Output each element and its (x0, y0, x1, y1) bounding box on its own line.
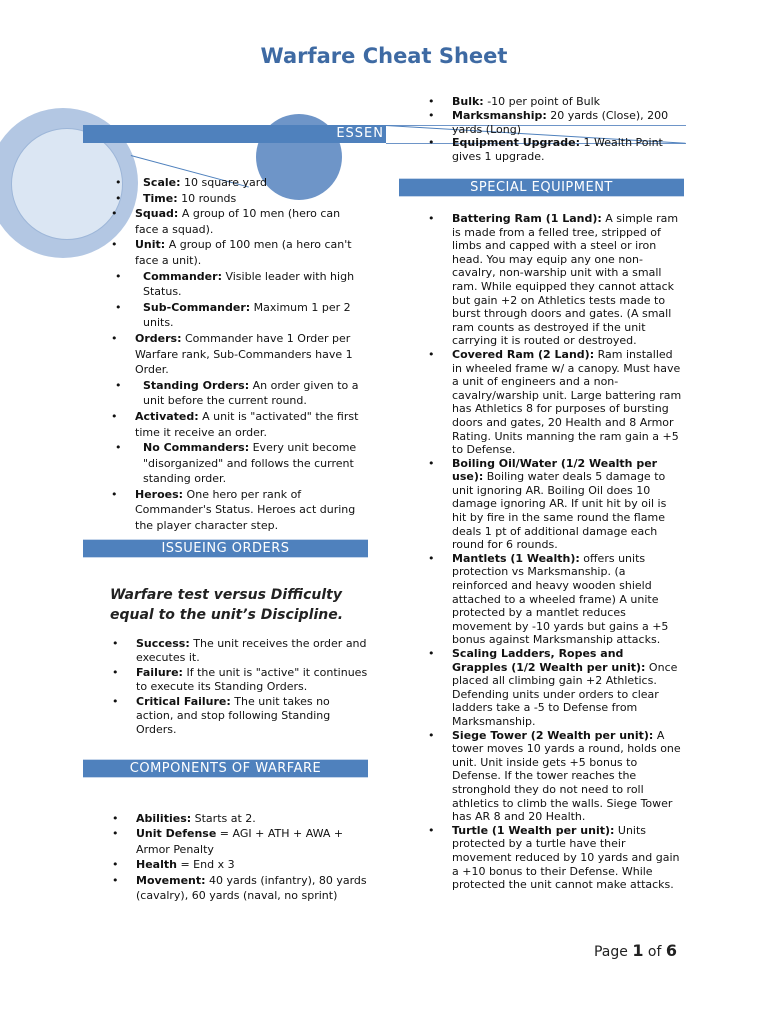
list-item: • Bulk: -10 per point of Bulk (452, 95, 688, 109)
section-components-header: COMPONENTS OF WARFARE (83, 759, 368, 778)
special-equipment-list (452, 212, 682, 892)
list-item: • Siege Tower (2 Wealth per unit): A tower moves 10 yards a round, holds one unit. Unit inside gets +5 bonus to Defense. If the tower reaches the stronghold they do not need to roll athletics to climb the walls. Siege Tower has AR 8 and 20 Health. (452, 729, 682, 824)
list-item: • Mantlets (1 Wealth): offers units protection vs Marksmanship. (a reinforced and heavy wooden shield attached to a wheeled frame) A unite protected by a mantlet reduces movement by -10 yards but gains a +5 bonus against Marksmanship attacks. (452, 552, 682, 647)
decor-circle-inner (11, 128, 123, 240)
list-item: • Health = End x 3 (136, 857, 368, 872)
list-item: • Abilities: Starts at 2. (136, 811, 368, 826)
list-item: • Equipment Upgrade: 1 Wealth Point gives 1 upgrade. (452, 136, 688, 164)
page-number: Page 1 of 6 (593, 941, 677, 960)
list-item: • Turtle (1 Wealth per unit): Units protected by a turtle have their movement reduced by 10 yards and gain a +10 bonus to their Defense. While protected the unit cannot make attacks. (452, 824, 682, 892)
list-item: • Squad: A group of 10 men (hero can face a squad). (135, 206, 367, 237)
issuing-note: Warfare test versus Difficulty equal to the unit’s Discipline. (110, 587, 344, 623)
essentials-list (135, 175, 367, 534)
page-title: Warfare Cheat Sheet (260, 44, 508, 68)
list-item: • Standing Orders: An order given to a unit before the current round. (143, 378, 367, 409)
list-item: • Scaling Ladders, Ropes and Grapples (1/2 Wealth per unit): Once placed all climbing gain +2 Athletics. Defending units under orders to clear ladders take a -5 to Defense from Marksmanship. (452, 647, 682, 729)
issuing-orders-list (136, 637, 368, 736)
list-item: • Covered Ram (2 Land): Ram installed in wheeled frame w/ a canopy. Must have a unit of engineers and a non-cavalry/warship unit. Large battering ram has Athletics 8 for purposes of bursting doors and gates, 20 Health and 8 Armor Rating. Units manning the ram gain a +5 to Defense. (452, 348, 682, 457)
section-essentials-label: ESSEN (336, 126, 384, 141)
list-item: • Commander: Visible leader with high Status. (143, 269, 367, 300)
section-special-equipment-header: SPECIAL EQUIPMENT (399, 178, 684, 197)
list-item: • Unit Defense = AGI + ATH + AWA + Armor Penalty (136, 826, 368, 857)
list-item: • Boiling Oil/Water (1/2 Wealth per use): Boiling water deals 5 damage to unit ignoring AR. Boiling Oil does 10 damage ignoring AR. If unit hit by oil is hit by fire in the same round the flame deals 1 pt of additional damage each round for 6 rounds. (452, 457, 682, 552)
list-item: • Success: The unit receives the order and executes it. (136, 637, 368, 664)
section-issuing-orders-header: ISSUEING ORDERS (83, 539, 368, 558)
list-item: • Critical Failure: The unit takes no action, and stop following Standing Orders. (136, 695, 368, 736)
list-item: • Unit: A group of 100 men (a hero can't face a unit). (135, 237, 367, 268)
list-item: • Failure: If the unit is "active" it continues to execute its Standing Orders. (136, 666, 368, 693)
list-item: • Battering Ram (1 Land): A simple ram is made from a felled tree, stripped of limbs and capped with a steel or iron head. You may equip any one non-cavalry, non-warship unit with a small ram. While equipped they cannot attack but gain +2 on Athletics tests made to burst through doors and gates. (A small ram counts as destroyed if the unit carrying it is routed or destroyed. (452, 212, 682, 348)
list-item: • Activated: A unit is "activated" the first time it receive an order. (135, 409, 367, 440)
list-item: • Marksmanship: 20 yards (Close), 200 yards (Long) (452, 109, 688, 137)
list-item: • Sub-Commander: Maximum 1 per 2 units. (143, 300, 367, 331)
components-list (136, 811, 368, 903)
list-item: • Time: 10 rounds (143, 191, 367, 207)
list-item: • Movement: 40 yards (infantry), 80 yards (cavalry), 60 yards (naval, no sprint) (136, 873, 368, 904)
section-essentials-header (83, 125, 386, 143)
list-item: • Scale: 10 square yard (143, 175, 367, 191)
list-item: • Orders: Commander have 1 Order per Warfare rank, Sub-Commanders have 1 Order. (135, 331, 367, 378)
right-top-list (452, 95, 688, 164)
list-item: • No Commanders: Every unit become "disorganized" and follows the current standing order. (143, 440, 367, 487)
list-item: • Heroes: One hero per rank of Commander's Status. Heroes act during the player character step. (135, 487, 367, 534)
